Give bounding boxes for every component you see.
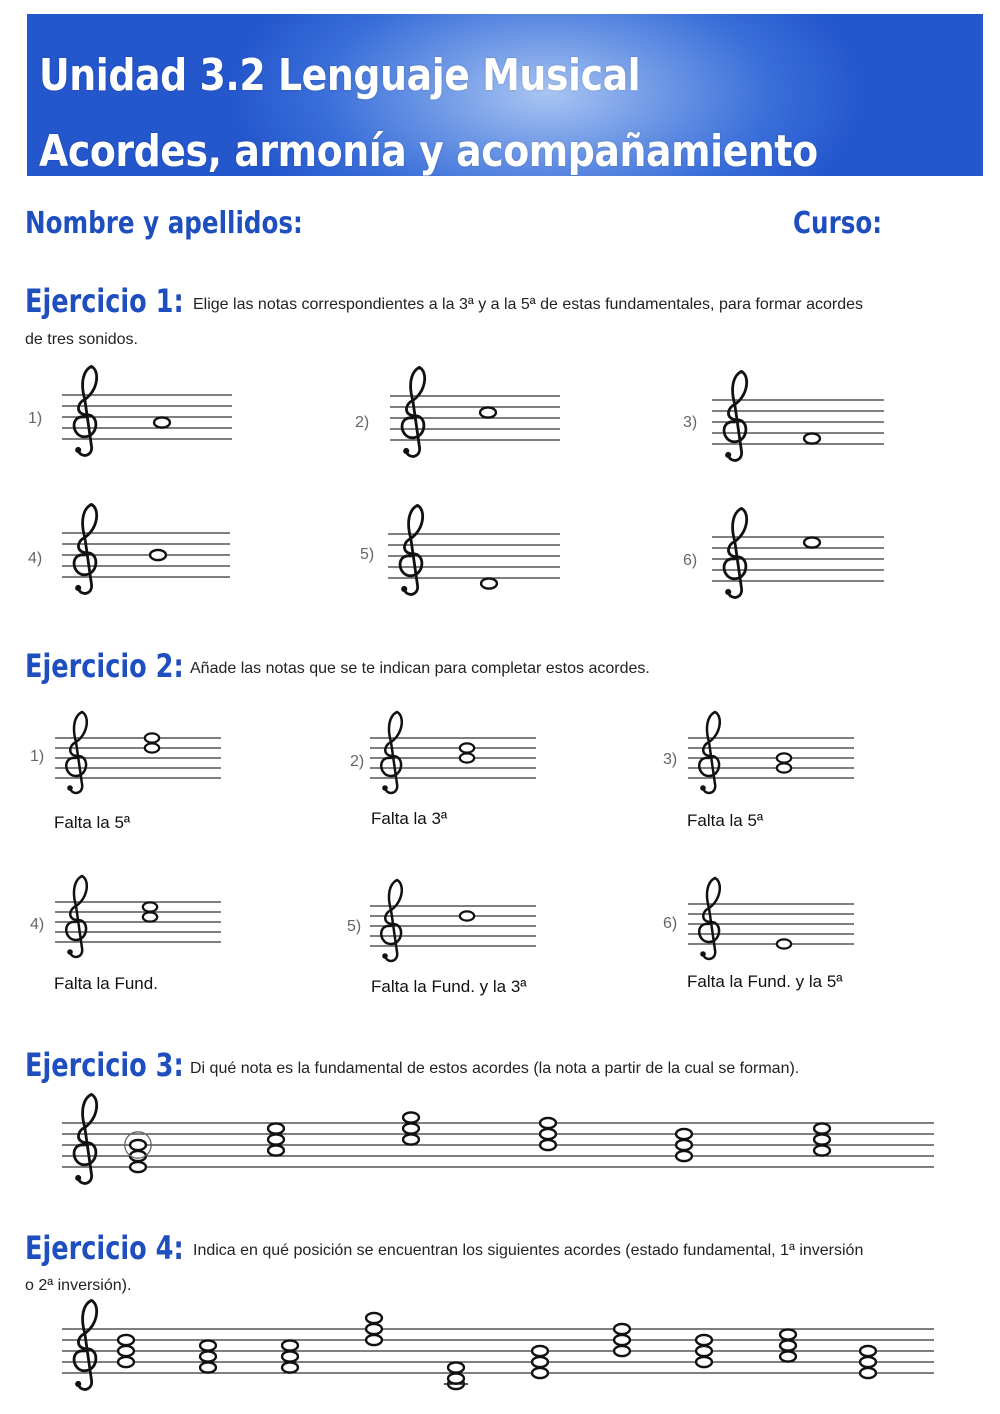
treble-clef-icon: [74, 1094, 97, 1183]
caption: Falta la Fund.: [54, 974, 158, 993]
exercise-1-instructions-cont: de tres sonidos.: [25, 331, 138, 348]
caption: Falta la 5ª: [687, 811, 764, 830]
whole-note-icon: [614, 1324, 630, 1334]
caption: Falta la 3ª: [371, 809, 448, 828]
treble-clef-icon: [724, 371, 747, 460]
treble-clef-icon: [400, 505, 423, 594]
treble-clef-dot: [75, 1175, 81, 1181]
caption: Falta la 5ª: [54, 813, 131, 832]
example-circle: [125, 1132, 151, 1158]
whole-note-icon: [777, 763, 791, 772]
treble-clef-dot: [382, 953, 388, 959]
whole-note-icon: [143, 912, 157, 921]
whole-note-icon: [282, 1340, 298, 1350]
whole-note-icon: [282, 1351, 298, 1361]
treble-clef-dot: [725, 452, 731, 458]
item-number: 4): [30, 916, 45, 933]
whole-note-icon: [480, 407, 496, 417]
whole-note-icon: [780, 1351, 796, 1361]
item-number: 6): [683, 552, 698, 569]
exercise-1-title: Ejercicio 1:: [25, 282, 184, 320]
exercise-4-instructions-cont: o 2ª inversión).: [25, 1277, 132, 1294]
exercise-2-title: Ejercicio 2:: [25, 647, 184, 685]
treble-clef-icon: [74, 366, 97, 455]
whole-note-icon: [366, 1335, 382, 1345]
whole-note-icon: [366, 1324, 382, 1334]
item-number: 1): [28, 410, 43, 427]
whole-note-icon: [814, 1134, 830, 1144]
whole-note-icon: [860, 1346, 876, 1356]
treble-clef-icon: [74, 1300, 97, 1389]
treble-clef-icon: [381, 712, 402, 793]
whole-note-icon: [145, 743, 159, 752]
treble-clef-dot: [725, 589, 731, 595]
exercise-3-title: Ejercicio 3:: [25, 1046, 184, 1084]
whole-note-icon: [448, 1362, 464, 1372]
whole-note-icon: [676, 1140, 692, 1150]
whole-note-icon: [154, 417, 170, 427]
caption: Falta la Fund. y la 3ª: [371, 977, 527, 996]
treble-clef-icon: [402, 367, 425, 456]
whole-note-icon: [804, 433, 820, 443]
whole-note-icon: [777, 939, 791, 948]
whole-note-icon: [777, 753, 791, 762]
whole-note-icon: [143, 902, 157, 911]
treble-clef-dot: [75, 447, 81, 453]
whole-note-icon: [804, 537, 820, 547]
whole-note-icon: [448, 1379, 464, 1389]
name-label: Nombre y apellidos:: [25, 206, 303, 241]
title-banner: [27, 14, 983, 176]
whole-note-icon: [696, 1357, 712, 1367]
whole-note-icon: [118, 1335, 134, 1345]
item-number: 3): [663, 751, 678, 768]
item-number: 2): [355, 414, 370, 431]
page-title: Unidad 3.2 Lenguaje Musical: [39, 50, 641, 101]
treble-clef-dot: [382, 785, 388, 791]
item-number: 5): [360, 546, 375, 563]
treble-clef-dot: [401, 586, 407, 592]
exercise-2-instructions: Añade las notas que se te indican para completar estos acordes.: [190, 660, 650, 677]
whole-note-icon: [268, 1145, 284, 1155]
item-number: 2): [350, 753, 365, 770]
whole-note-icon: [696, 1346, 712, 1356]
item-number: 6): [663, 915, 678, 932]
whole-note-icon: [268, 1123, 284, 1133]
whole-note-icon: [814, 1123, 830, 1133]
treble-clef-icon: [381, 880, 402, 961]
whole-note-icon: [532, 1357, 548, 1367]
whole-note-icon: [780, 1329, 796, 1339]
whole-note-icon: [860, 1357, 876, 1367]
whole-note-icon: [814, 1145, 830, 1155]
whole-note-icon: [540, 1140, 556, 1150]
whole-note-icon: [145, 733, 159, 742]
whole-note-icon: [200, 1351, 216, 1361]
treble-clef-dot: [403, 448, 409, 454]
whole-note-icon: [532, 1346, 548, 1356]
treble-clef-icon: [66, 876, 87, 957]
whole-note-icon: [130, 1151, 146, 1161]
exercise-3-instructions: Di qué nota es la fundamental de estos acordes (la nota a partir de la cual se forman).: [190, 1060, 800, 1077]
item-number: 4): [28, 550, 43, 567]
whole-note-icon: [540, 1118, 556, 1128]
whole-note-icon: [614, 1335, 630, 1345]
treble-clef-dot: [75, 585, 81, 591]
whole-note-icon: [540, 1129, 556, 1139]
whole-note-icon: [403, 1134, 419, 1144]
treble-clef-dot: [75, 1381, 81, 1387]
item-number: 5): [347, 918, 362, 935]
treble-clef-dot: [700, 951, 706, 957]
treble-clef-icon: [724, 508, 747, 597]
whole-note-icon: [118, 1357, 134, 1367]
treble-clef-icon: [699, 878, 720, 959]
item-number: 1): [30, 748, 45, 765]
caption: Falta la Fund. y la 5ª: [687, 972, 843, 991]
treble-clef-dot: [67, 949, 73, 955]
exercise-4-instructions: Indica en qué posición se encuentran los siguientes acordes (estado fundamental, 1ª inversión: [193, 1242, 864, 1259]
whole-note-icon: [200, 1340, 216, 1350]
whole-note-icon: [403, 1123, 419, 1133]
whole-note-icon: [532, 1368, 548, 1378]
treble-clef-dot: [67, 785, 73, 791]
whole-note-icon: [448, 1373, 464, 1383]
whole-note-icon: [200, 1362, 216, 1372]
exercise-4-title: Ejercicio 4:: [25, 1229, 184, 1267]
whole-note-icon: [860, 1368, 876, 1378]
item-number: 3): [683, 414, 698, 431]
exercise-1-instructions: Elige las notas correspondientes a la 3ª y a la 5ª de estas fundamentales, para formar acordes: [193, 296, 863, 313]
whole-note-icon: [614, 1346, 630, 1356]
whole-note-icon: [282, 1362, 298, 1372]
whole-note-icon: [676, 1129, 692, 1139]
whole-note-icon: [130, 1162, 146, 1172]
whole-note-icon: [118, 1346, 134, 1356]
whole-note-icon: [268, 1134, 284, 1144]
whole-note-icon: [696, 1335, 712, 1345]
whole-note-icon: [460, 753, 474, 762]
whole-note-icon: [460, 743, 474, 752]
whole-note-icon: [460, 911, 474, 920]
whole-note-icon: [130, 1140, 146, 1150]
whole-note-icon: [780, 1340, 796, 1350]
treble-clef-icon: [74, 504, 97, 593]
whole-note-icon: [481, 578, 497, 588]
whole-note-icon: [366, 1313, 382, 1323]
page-subtitle: Acordes, armonía y acompañamiento: [39, 126, 818, 177]
treble-clef-dot: [700, 785, 706, 791]
whole-note-icon: [403, 1112, 419, 1122]
whole-note-icon: [150, 550, 166, 560]
whole-note-icon: [676, 1151, 692, 1161]
treble-clef-icon: [699, 712, 720, 793]
course-label: Curso:: [793, 206, 883, 241]
treble-clef-icon: [66, 712, 87, 793]
